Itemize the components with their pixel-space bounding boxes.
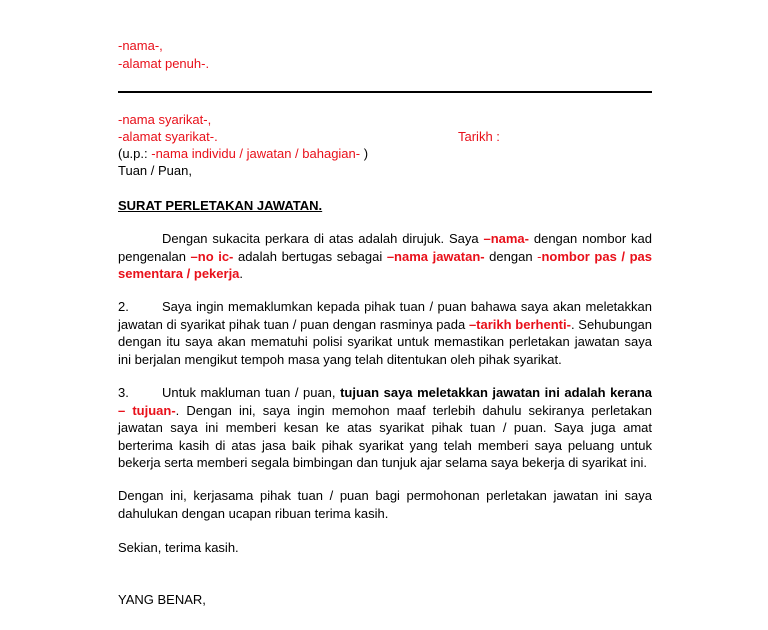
p1-ic-placeholder: –no ic- [190,248,234,264]
attention-prefix: (u.p.: [118,146,152,161]
paragraph-4: Dengan ini, kerjasama pihak tuan / puan bagi permohonan perletakan jawatan ini saya dahulukan dengan ucapan ribuan terima kasih. [118,488,652,521]
salutation: Tuan / Puan, [118,163,192,178]
p1-job-placeholder: –nama jawatan- [386,248,485,264]
p3-number: 3. [118,385,129,400]
closing: Sekian, terima kasih. [118,540,239,555]
p1-name-placeholder: –nama- [483,231,529,246]
recipient-company: -nama syarikat-, [118,112,212,127]
signoff: YANG BENAR, [118,592,206,607]
p3-bold-text: tujuan saya meletakkan jawatan ini adalah kerana [340,385,653,400]
p1-text-3: adalah bertugas sebagai [233,248,387,264]
p3-text-1: Untuk makluman tuan / puan, [162,385,341,400]
attention-suffix: ) [360,146,369,161]
recipient-address: -alamat syarikat-. [118,129,218,144]
paragraph-3 [118,384,652,472]
header-divider [118,91,652,93]
paragraph-1 [118,230,652,283]
p1-text-4: dengan [484,248,538,264]
attention-value: -nama individu / jawatan / bahagian- [151,146,361,161]
p3-text-2: . Dengan ini, saya ingin memohon maaf terlebih dahulu sekiranya perletakan jawatan saya ini memberi kesan ke atas syarikat pihak tuan / puan. Saya juga amat berterima kasih di atas jasa baik pihak syarikat yang telah memberi saya peluang untuk bekerja serta memberi segala bimbingan dan tunjuk ajar selama saya bekerja di syarikat ini. [118,402,653,471]
p2-number: 2. [118,299,129,314]
sender-address: -alamat penuh-. [118,56,210,71]
p2-text-2: . Sehubungan dengan itu saya akan mematuhi polisi syarikat untuk memastikan perletakan jawatan saya ini berjalan mengikut tempoh masa yang telah ditentukan oleh pihak syarikat. [118,316,653,367]
date-label: Tarikh : [458,129,500,144]
p3-reason-placeholder: – tujuan- [118,402,176,418]
p1-pass-dash: - [537,248,542,264]
p2-text-1: Saya ingin memaklumkan kepada pihak tuan / puan bahawa saya akan meletakkan jawatan di syarikat pihak tuan / puan dengan rasminya pada [118,299,652,332]
subject-heading: SURAT PERLETAKAN JAWATAN. [118,198,323,213]
p2-date-placeholder: –tarikh berhenti- [468,316,571,332]
p1-pass-placeholder: nombor pas / pas sementara / pekerja [118,248,652,282]
p1-text-1: Dengan sukacita perkara di atas adalah dirujuk. Saya [162,231,484,246]
p1-text-5: . [239,266,244,282]
paragraph-2 [118,298,652,368]
sender-name: -nama-, [118,38,163,53]
attention-line [118,145,368,162]
p1-text-2: dengan nombor kad pengenalan [118,231,652,264]
